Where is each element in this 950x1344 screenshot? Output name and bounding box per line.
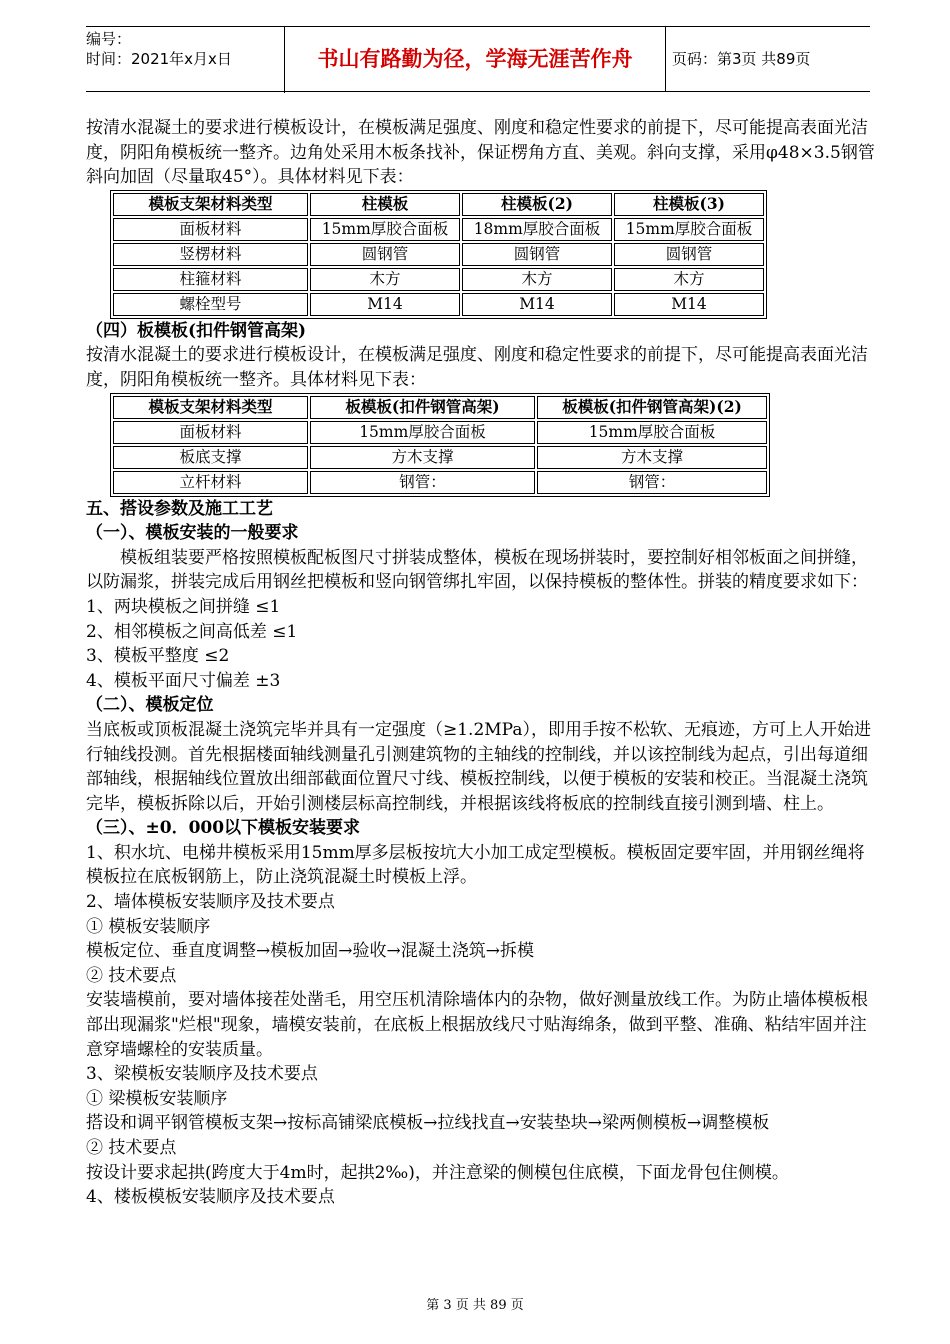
- table-row: [113, 421, 767, 444]
- header-motto: 书山有路勤为径，学海无涯苦作舟: [285, 27, 666, 91]
- text-line: 模板定位、垂直度调整→模板加固→验收→混凝土浇筑→拆模: [86, 941, 534, 962]
- table-row: [113, 471, 767, 494]
- table-cell: 立杆材料: [113, 471, 308, 494]
- table-header-cell: 柱模板(3): [614, 193, 764, 216]
- table-row: [113, 293, 764, 316]
- table-cell: 15mm厚胶合面板: [614, 218, 764, 241]
- table-cell: M14: [462, 293, 612, 316]
- table-cell: 18mm厚胶合面板: [462, 218, 612, 241]
- table-cell: 螺栓型号: [113, 293, 308, 316]
- table-cell: 15mm厚胶合面板: [537, 421, 767, 444]
- text-line: ② 技术要点: [86, 1138, 177, 1158]
- paragraph: 当底板或顶板混凝土浇筑完毕并具有一定强度（≥1.2MPa），即用手按不松软、无痕迹，方可上人开始进行轴线投测。首先根据楼面轴线测量孔引测建筑物的主轴线的控制线，并以该控制线为起点，引出每道细部轴线，根据轴线位置放出细部截面位置尺寸线、模板控制线，以便于模板的安装和校正。当混凝土浇筑完毕，模板拆除以后，开始引测楼层标高控制线，并根据该线将板底的控制线直接引测到墙、柱上。: [86, 719, 871, 814]
- table-cell: 圆钢管: [462, 243, 612, 266]
- table-header-cell: 柱模板(2): [462, 193, 612, 216]
- paragraph: 模板组装要严格按照模板配板图尺寸拼装成整体，模板在现场拼装时，要控制好相邻板面之间拼缝，以防漏浆，拼装完成后用钢丝把模板和竖向钢管绑扎牢固，以保持模板的整体性。拼装的精度要求如下：: [86, 547, 868, 593]
- table-cell: 面板材料: [113, 218, 308, 241]
- table-cell: 15mm厚胶合面板: [310, 218, 460, 241]
- table-cell: 圆钢管: [614, 243, 764, 266]
- table-cell: M14: [614, 293, 764, 316]
- table-header-row: [113, 396, 767, 419]
- column-formwork-table: [110, 190, 767, 319]
- table-cell: 方木支撑: [310, 446, 535, 469]
- table-cell: 竖楞材料: [113, 243, 308, 266]
- subsection-heading: （三）、±0．000以下模板安装要求: [86, 818, 361, 839]
- document-body: [86, 116, 876, 1210]
- text-line: ① 模板安装顺序: [86, 916, 211, 937]
- table-header-cell: 模板支架材料类型: [113, 396, 308, 419]
- table-cell: M14: [310, 293, 460, 316]
- text-line: 3、梁模板安装顺序及技术要点: [86, 1064, 318, 1085]
- header-page-label: 页码：第3页 共89页: [672, 50, 811, 68]
- table-cell: 面板材料: [113, 421, 308, 444]
- table-header-row: [113, 193, 764, 216]
- paragraph: 安装墙模前，要对墙体接茬处凿毛，用空压机清除墙体内的杂物，做好测量放线工作。为防止墙体模板根部出现漏浆"烂根"现象，墙模安装前，在底板上根据放线尺寸贴海绵条，做到平整、准确、粘结牢固并注意穿墙螺栓的安装质量。: [86, 990, 868, 1060]
- text-line: 4、楼板模板安装顺序及技术要点: [86, 1187, 335, 1208]
- section-heading: （四）板模板(扣件钢管高架): [86, 320, 307, 341]
- table-row: [113, 218, 764, 241]
- list-item: 4、模板平面尺寸偏差 ±3: [86, 670, 281, 691]
- table-header-cell: 板模板(扣件钢管高架)(2): [537, 396, 767, 419]
- text-line: 按设计要求起拱(跨度大于4m时，起拱2‰)，并注意梁的侧模包住底模，下面龙骨包住侧模。: [86, 1162, 789, 1183]
- table-row: [113, 268, 764, 291]
- list-item: 3、模板平整度 ≤2: [86, 646, 230, 667]
- table-cell: 板底支撑: [113, 446, 308, 469]
- time-label: 时间：2021年x月x日: [86, 50, 232, 68]
- text-line: ① 梁模板安装顺序: [86, 1088, 228, 1109]
- text-line: 搭设和调平钢管模板支架→按标高铺梁底模板→拉线找直→安装垫块→梁两侧模板→调整模板: [86, 1113, 770, 1134]
- table-cell: 木方: [614, 268, 764, 291]
- table-cell: 柱箍材料: [113, 268, 308, 291]
- table-cell: 方木支撑: [537, 446, 767, 469]
- slab-formwork-table: [110, 393, 770, 497]
- text-line: ② 技术要点: [86, 965, 177, 986]
- paragraph: 按清水混凝土的要求进行模板设计，在模板满足强度、刚度和稳定性要求的前提下，尽可能提高表面光洁度，阴阳角模板统一整齐。边角处采用木板条找补，保证楞角方直、美观。斜向支撑，采用φ48×3.5钢管斜向加固（尽量取45°）。具体材料见下表：: [86, 118, 875, 188]
- page-header: [86, 26, 870, 92]
- number-label: 编号：: [86, 30, 132, 48]
- subsection-heading: （二）、模板定位: [86, 695, 214, 716]
- page-footer: 第 3 页 共 89 页: [426, 1298, 524, 1313]
- header-meta: [86, 27, 285, 93]
- list-item: 1、两块模板之间拼缝 ≤1: [86, 596, 281, 617]
- table-cell: 15mm厚胶合面板: [310, 421, 535, 444]
- paragraph: 按清水混凝土的要求进行模板设计，在模板满足强度、刚度和稳定性要求的前提下，尽可能提高表面光洁度，阴阳角模板统一整齐。具体材料见下表：: [86, 345, 868, 390]
- subsection-heading: （一）、模板安装的一般要求: [86, 523, 299, 544]
- table-cell: 木方: [310, 268, 460, 291]
- table-row: [113, 446, 767, 469]
- paragraph: 1、积水坑、电梯井模板采用15mm厚多层板按坑大小加工成定型模板。模板固定要牢固，并用钢丝绳将模板拉在底板钢筋上，防止浇筑混凝土时模板上浮。: [86, 842, 865, 888]
- table-cell: 木方: [462, 268, 612, 291]
- table-header-cell: 板模板(扣件钢管高架): [310, 396, 535, 419]
- table-header-cell: 模板支架材料类型: [113, 193, 308, 216]
- chapter-heading: 五、搭设参数及施工工艺: [86, 498, 273, 519]
- text-line: 2、墙体模板安装顺序及技术要点: [86, 892, 335, 913]
- table-header-cell: 柱模板: [310, 193, 460, 216]
- list-item: 2、相邻模板之间高低差 ≤1: [86, 621, 298, 642]
- table-cell: 圆钢管: [310, 243, 460, 266]
- table-cell: 钢管：: [537, 471, 767, 494]
- table-cell: 钢管：: [310, 471, 535, 494]
- table-row: [113, 243, 764, 266]
